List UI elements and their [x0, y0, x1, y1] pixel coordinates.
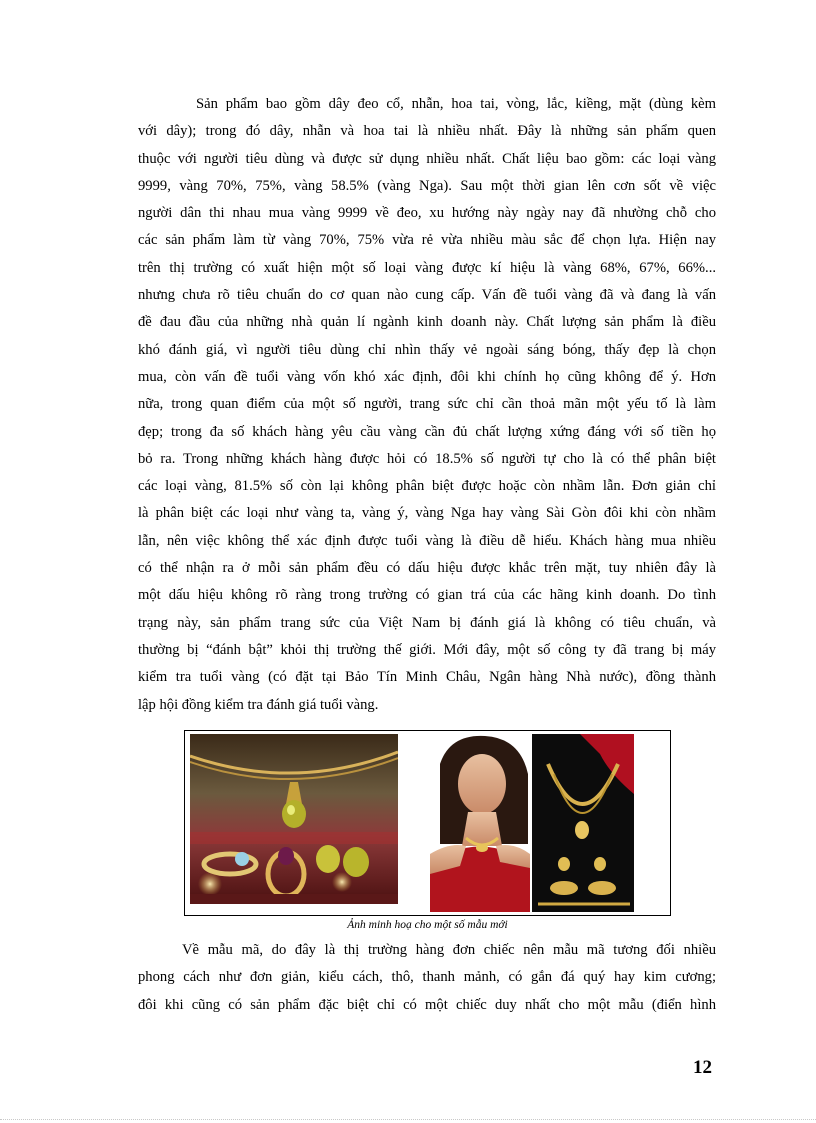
- page-bottom-rule: [0, 1119, 816, 1120]
- text-line: bỏ ra. Trong những khách hàng được hỏi có 18.5% số người tự cho là có thể phân biệt: [138, 450, 716, 467]
- page-number: 12: [693, 1057, 712, 1078]
- text-line: Về mẫu mã, do đây là thị trường hàng đơn chiếc nên mẫu mã tương đối nhiều: [182, 942, 716, 958]
- text-line: kiểm tra tuổi vàng (có đặt tại Bảo Tín Minh Châu, Ngân hàng Nhà nước), đồng thành: [138, 669, 716, 686]
- jewelry-photo-model-necklace: [430, 734, 634, 912]
- text-line: các sản phẩm làm từ vàng 70%, 75% vừa rẻ vừa nhiều màu sắc để chọn lựa. Hiện nay: [138, 232, 716, 249]
- text-line: đẹp; trong đa số khách hàng yêu cầu vàng cần đủ chất lượng xứng đáng với số tiền họ: [138, 423, 716, 440]
- text-line: trên thị trường có xuất hiện một số loại vàng được kí hiệu là vàng 68%, 67%, 66%...: [138, 259, 716, 276]
- text-line: đôi khi cũng có sản phẩm đặc biệt chỉ có một chiếc duy nhất cho một mẫu (điển hình: [138, 996, 716, 1013]
- text-line: với dây); trong đó dây, nhẫn và hoa tai là nhiều nhất. Đây là những sản phẩm quen: [138, 123, 716, 140]
- text-line: là phân biệt các loại như vàng ta, vàng ý, vàng Nga hay vàng Sài Gòn đôi khi còn nhầm: [138, 505, 716, 522]
- text-line: khó đánh giá, vì người tiêu dùng chỉ nhìn thấy vẻ ngoài sáng bóng, thấy đẹp là chọn: [138, 341, 716, 358]
- text-line: thường bị “đánh bật” khỏi thị trường thế giới. Mới đây, một số công ty đã trang bị máy: [138, 641, 716, 658]
- text-line: có thể nhận ra ở mỗi sản phẩm đều có dấu hiệu được khắc trên mặt, tuy nhiên đây là: [138, 560, 716, 577]
- paragraph-product-description: [138, 91, 716, 719]
- text-line: nhưng chưa rõ tiêu chuẩn do cơ quan nào cung cấp. Vấn đề tuổi vàng đã và đang là vấn: [138, 287, 716, 304]
- text-line: đề đau đầu của những nhà quản lí ngành kinh doanh này. Chất lượng sản phẩm là điều: [138, 314, 716, 331]
- text-line: người dân thi nhau mua vàng 9999 về đeo, xu hướng này ngày nay đã nhường chỗ cho: [138, 205, 716, 222]
- text-line: các loại vàng, 81.5% số còn lại không phân biệt được hoặc còn nhầm lẫn. Đơn giản chỉ: [138, 478, 716, 495]
- jewelry-figure: [184, 730, 671, 916]
- figure-caption: Ảnh minh hoạ cho một số mẫu mới: [347, 919, 508, 931]
- text-line: trạng này, sản phẩm trang sức của Việt Nam bị đánh giá là không có tiêu chuẩn, và: [138, 614, 716, 631]
- text-line: thuộc với người tiêu dùng và được sử dụng nhiều nhất. Chất liệu bao gồm: các loại vàng: [138, 150, 716, 167]
- text-line: lập hội đồng kiểm tra đánh giá tuổi vàng.: [138, 696, 379, 713]
- paragraph-design: [138, 937, 716, 1019]
- text-line: một dấu hiệu không rõ ràng trong trường có gian trá của các hãng kinh doanh. Do tình: [138, 587, 716, 604]
- jewelry-photo-necklace-rings: [190, 734, 398, 904]
- text-line: Sản phẩm bao gồm dây đeo cổ, nhẫn, hoa tai, vòng, lắc, kiềng, mặt (dùng kèm: [196, 96, 716, 112]
- text-line: nữa, trong quan điểm của một số người, trang sức chỉ cần thoả mãn một yếu tố là làm: [138, 396, 716, 413]
- text-line: mua, còn vấn đề tuổi vàng vốn khó xác định, đôi khi chính họ cũng không để ý. Hơn: [138, 368, 716, 385]
- text-line: 9999, vàng 70%, 75%, vàng 58.5% (vàng Nga). Sau một thời gian lên cơn sốt về việc: [138, 177, 716, 194]
- text-line: phong cách như đơn giản, kiểu cách, thô, thanh mảnh, có gắn đá quý hay kim cương;: [138, 969, 716, 986]
- text-line: lẫn, nên việc không thể xác định được tuổi vàng là điều dễ hiểu. Khách hàng mua nhiều: [138, 532, 716, 549]
